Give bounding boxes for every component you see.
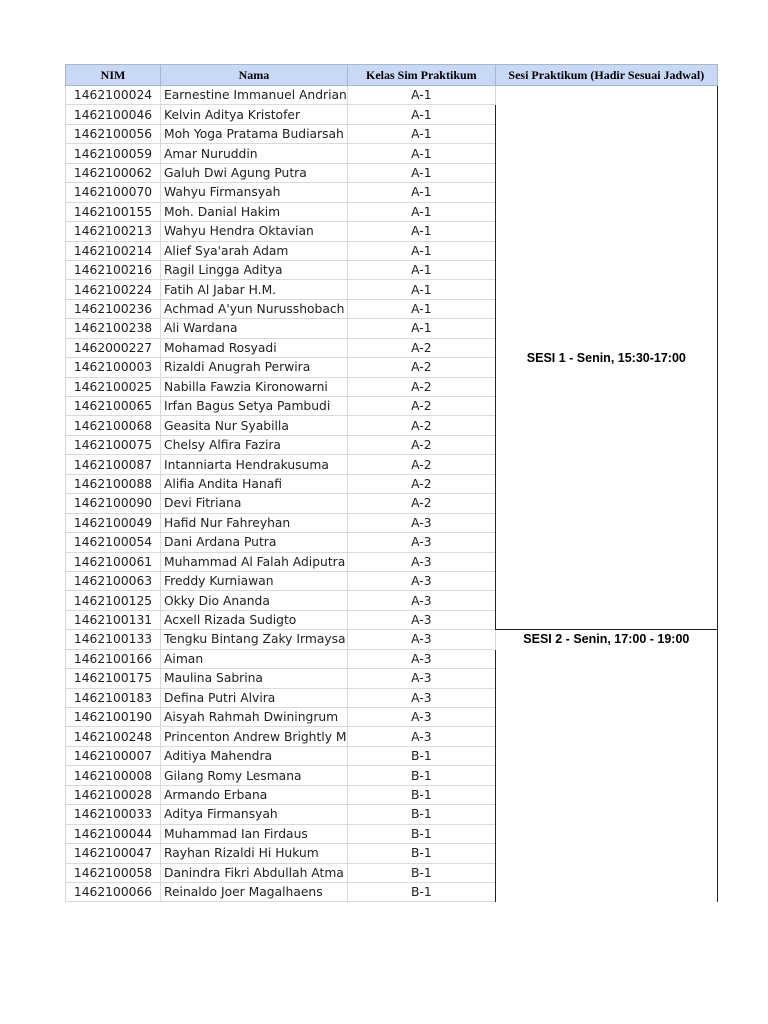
kelas-cell[interactable]: A-2 [347,494,495,513]
nama-cell[interactable]: Wahyu Hendra Oktavian [161,222,348,241]
kelas-cell[interactable]: A-1 [347,124,495,143]
kelas-cell[interactable]: A-1 [347,280,495,299]
nama-cell[interactable]: Galuh Dwi Agung Putra [161,163,348,182]
kelas-cell[interactable]: A-3 [347,649,495,668]
kelas-cell[interactable]: A-3 [347,533,495,552]
nama-cell[interactable]: Defina Putri Alvira [161,688,348,707]
nim-cell[interactable]: 1462100236 [66,299,161,318]
nama-cell[interactable]: Aditiya Mahendra [161,746,348,765]
nama-cell[interactable]: Kelvin Aditya Kristofer [161,105,348,124]
kelas-cell[interactable]: B-1 [347,785,495,804]
header-sesi[interactable]: Sesi Praktikum (Hadir Sesuai Jadwal) [495,65,717,86]
nama-cell[interactable]: Alifia Andita Hanafi [161,474,348,493]
nim-cell[interactable]: 1462100059 [66,144,161,163]
kelas-cell[interactable]: A-1 [347,241,495,260]
nama-cell[interactable]: Okky Dio Ananda [161,591,348,610]
nama-cell[interactable]: Rizaldi Anugrah Perwira [161,358,348,377]
nim-cell[interactable]: 1462100090 [66,494,161,513]
nama-cell[interactable]: Dani Ardana Putra [161,533,348,552]
nim-cell[interactable]: 1462100213 [66,222,161,241]
kelas-cell[interactable]: A-2 [347,377,495,396]
kelas-cell[interactable]: A-3 [347,610,495,629]
nama-cell[interactable]: Tengku Bintang Zaky Irmaysa [161,630,348,649]
kelas-cell[interactable]: A-3 [347,708,495,727]
kelas-cell[interactable]: B-1 [347,824,495,843]
nim-cell[interactable]: 1462100046 [66,105,161,124]
nama-cell[interactable]: Hafid Nur Fahreyhan [161,513,348,532]
kelas-cell[interactable]: A-1 [347,183,495,202]
nama-cell[interactable]: Alief Sya'arah Adam [161,241,348,260]
schedule-table [65,64,718,902]
nim-cell[interactable]: 1462100066 [66,882,161,901]
kelas-cell[interactable]: A-3 [347,727,495,746]
header-nim[interactable]: NIM [66,65,161,86]
nama-cell[interactable]: Devi Fitriana [161,494,348,513]
nim-cell[interactable]: 1462100049 [66,513,161,532]
nim-cell[interactable]: 1462100070 [66,183,161,202]
nama-cell[interactable]: Freddy Kurniawan [161,571,348,590]
kelas-cell[interactable]: A-3 [347,513,495,532]
nama-cell[interactable]: Reinaldo Joer Magalhaens [161,882,348,901]
nama-cell[interactable]: Acxell Rizada Sudigto [161,610,348,629]
header-row [66,65,718,86]
kelas-cell[interactable]: B-1 [347,844,495,863]
nim-cell[interactable]: 1462100216 [66,260,161,279]
kelas-cell[interactable]: A-1 [347,299,495,318]
nim-cell[interactable]: 1462100007 [66,746,161,765]
nim-cell[interactable]: 1462100224 [66,280,161,299]
kelas-cell[interactable]: A-2 [347,338,495,357]
kelas-cell[interactable]: A-1 [347,222,495,241]
nim-cell[interactable]: 1462100063 [66,571,161,590]
nim-cell[interactable]: 1462100125 [66,591,161,610]
nim-cell[interactable]: 1462100056 [66,124,161,143]
nama-cell[interactable]: Gilang Romy Lesmana [161,766,348,785]
kelas-cell[interactable]: A-3 [347,630,495,649]
kelas-cell[interactable]: A-3 [347,688,495,707]
kelas-cell[interactable]: A-1 [347,319,495,338]
nama-cell[interactable]: Irfan Bagus Setya Pambudi [161,397,348,416]
nama-cell[interactable]: Nabilla Fawzia Kironowarni [161,377,348,396]
nama-cell[interactable]: Maulina Sabrina [161,669,348,688]
kelas-cell[interactable]: A-3 [347,669,495,688]
nama-cell[interactable]: Amar Nuruddin [161,144,348,163]
nim-cell[interactable]: 1462100131 [66,610,161,629]
kelas-cell[interactable]: A-2 [347,416,495,435]
kelas-cell[interactable]: A-3 [347,571,495,590]
nim-cell[interactable]: 1462100190 [66,708,161,727]
nim-cell[interactable]: 1462100028 [66,785,161,804]
session-1-cell[interactable]: SESI 1 - Senin, 15:30-17:00 [495,86,717,630]
kelas-cell[interactable]: B-1 [347,746,495,765]
nama-cell[interactable]: Achmad A'yun Nurusshobach [161,299,348,318]
nama-cell[interactable]: Intanniarta Hendrakusuma [161,455,348,474]
nim-cell[interactable]: 1462100024 [66,86,161,105]
nim-cell[interactable]: 1462100133 [66,630,161,649]
header-kelas[interactable]: Kelas Sim Praktikum [347,65,495,86]
header-nama[interactable]: Nama [161,65,348,86]
nama-cell[interactable]: Chelsy Alfira Fazira [161,435,348,454]
kelas-cell[interactable]: A-3 [347,552,495,571]
nama-cell[interactable]: Aditya Firmansyah [161,805,348,824]
kelas-cell[interactable]: B-1 [347,805,495,824]
nim-cell[interactable]: 1462100025 [66,377,161,396]
kelas-cell[interactable]: A-2 [347,435,495,454]
table-row [66,630,718,649]
nama-cell[interactable]: Ali Wardana [161,319,348,338]
spreadsheet [65,64,718,902]
kelas-cell[interactable]: A-2 [347,455,495,474]
nama-cell[interactable]: Moh. Danial Hakim [161,202,348,221]
nim-cell[interactable]: 1462100065 [66,397,161,416]
nim-cell[interactable]: 1462100214 [66,241,161,260]
kelas-cell[interactable]: A-2 [347,397,495,416]
nim-cell[interactable]: 1462100033 [66,805,161,824]
table-body [66,86,718,902]
nim-cell[interactable]: 1462100075 [66,435,161,454]
nama-cell[interactable]: Moh Yoga Pratama Budiarsah [161,124,348,143]
nim-cell[interactable]: 1462100087 [66,455,161,474]
nama-cell[interactable]: Armando Erbana [161,785,348,804]
nama-cell[interactable]: Fatih Al Jabar H.M. [161,280,348,299]
kelas-cell[interactable]: A-1 [347,163,495,182]
nama-cell[interactable]: Princenton Andrew Brightly M [161,727,348,746]
nim-cell[interactable]: 1462100175 [66,669,161,688]
nim-cell[interactable]: 1462100062 [66,163,161,182]
nim-cell[interactable]: 1462100008 [66,766,161,785]
nim-cell[interactable]: 1462100044 [66,824,161,843]
nim-cell[interactable]: 1462000227 [66,338,161,357]
kelas-cell[interactable]: A-2 [347,358,495,377]
nim-cell[interactable]: 1462100003 [66,358,161,377]
kelas-cell[interactable]: A-3 [347,591,495,610]
nim-cell[interactable]: 1462100183 [66,688,161,707]
nim-cell[interactable]: 1462100058 [66,863,161,882]
nim-cell[interactable]: 1462100054 [66,533,161,552]
nim-cell[interactable]: 1462100155 [66,202,161,221]
nama-cell[interactable]: Rayhan Rizaldi Hi Hukum [161,844,348,863]
kelas-cell[interactable]: B-1 [347,766,495,785]
nama-cell[interactable]: Geasita Nur Syabilla [161,416,348,435]
kelas-cell[interactable]: A-1 [347,202,495,221]
nama-cell[interactable]: Earnestine Immanuel Andrian [161,86,348,105]
kelas-cell[interactable]: A-2 [347,474,495,493]
nama-cell[interactable]: Danindra Fikri Abdullah Atma [161,863,348,882]
nim-cell[interactable]: 1462100061 [66,552,161,571]
nim-cell[interactable]: 1462100088 [66,474,161,493]
kelas-cell[interactable]: B-1 [347,863,495,882]
kelas-cell[interactable]: A-1 [347,260,495,279]
nama-cell[interactable]: Mohamad Rosyadi [161,338,348,357]
kelas-cell[interactable]: B-1 [347,882,495,901]
nama-cell[interactable]: Aiman [161,649,348,668]
nim-cell[interactable]: 1462100166 [66,649,161,668]
nim-cell[interactable]: 1462100068 [66,416,161,435]
nama-cell[interactable]: Aisyah Rahmah Dwiningrum [161,708,348,727]
nim-cell[interactable]: 1462100248 [66,727,161,746]
kelas-cell[interactable]: A-1 [347,86,495,105]
table-row [66,86,718,105]
nim-cell[interactable]: 1462100238 [66,319,161,338]
nim-cell[interactable]: 1462100047 [66,844,161,863]
kelas-cell[interactable]: A-1 [347,105,495,124]
nama-cell[interactable]: Ragil Lingga Aditya [161,260,348,279]
nama-cell[interactable]: Muhammad Ian Firdaus [161,824,348,843]
nama-cell[interactable]: Muhammad Al Falah Adiputra [161,552,348,571]
nama-cell[interactable]: Wahyu Firmansyah [161,183,348,202]
kelas-cell[interactable]: A-1 [347,144,495,163]
session-2-cell[interactable]: SESI 2 - Senin, 17:00 - 19:00 [495,630,717,902]
